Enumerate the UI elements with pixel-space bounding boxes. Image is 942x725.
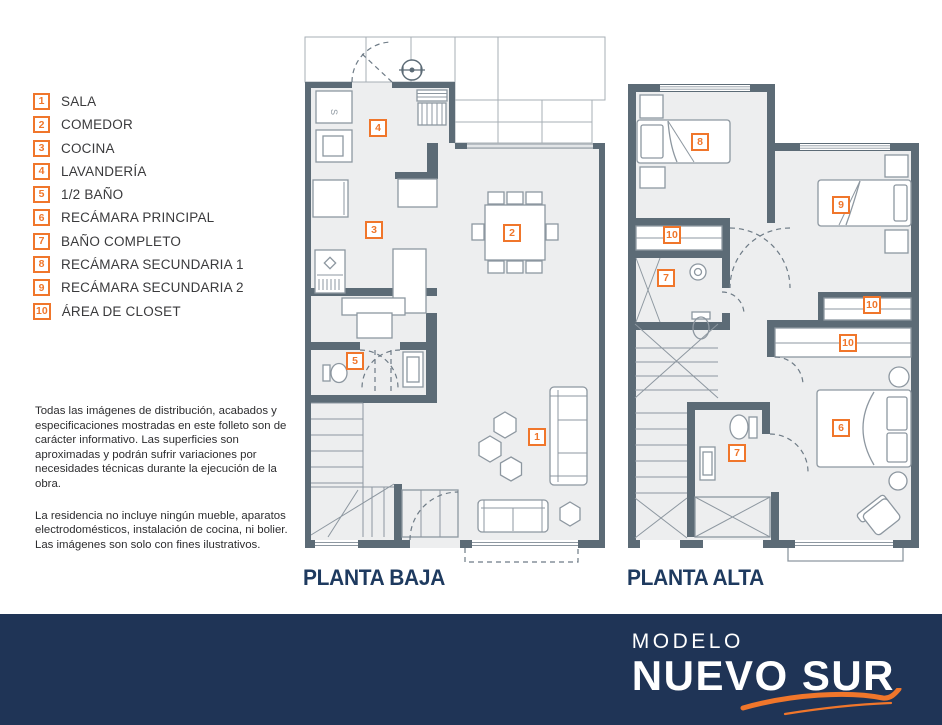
room-badge-bano-completo-1: 7: [657, 269, 675, 287]
planta-alta-drawing: [622, 78, 922, 578]
brand-nuevo-sur-label: NUEVO SUR: [631, 652, 895, 700]
disclaimer-paragraph-2: La residencia no incluye ningún mueble, aparatos electrodomésticos, instalación de cocina, ni bolier. Las imágenes son solo con fines ilustrativos.: [35, 509, 288, 551]
legend-number-badge: 7: [33, 233, 50, 250]
legend-item-label: BAÑO COMPLETO: [61, 233, 182, 249]
legend-item-label: ÁREA DE CLOSET: [61, 303, 181, 319]
room-badge-closet-1: 10: [663, 226, 681, 244]
disclaimer-paragraph-1: Todas las imágenes de distribución, acabados y especificaciones mostradas en este folleto son de carácter informativo. Las superficies son aproximadas y podrán sufrir variaciones por necesidades técnicas durante la ejecución de la obra.: [35, 405, 287, 490]
room-badge-medio-bano: 5: [346, 352, 364, 370]
legend-number-badge: 6: [33, 209, 50, 226]
legend-item-label: COMEDOR: [61, 117, 133, 133]
legend-item: [33, 209, 244, 226]
room-badge-cocina: 3: [365, 221, 383, 239]
swoosh-icon: [737, 688, 902, 718]
room-badge-closet-3: 10: [839, 334, 857, 352]
planta-alta-title: PLANTA ALTA: [627, 565, 764, 590]
room-badge-recamara-secundaria-1: 8: [691, 133, 709, 151]
legend-item-label: COCINA: [61, 140, 115, 156]
legend-number-badge: 8: [33, 256, 50, 273]
planta-baja-drawing: [300, 32, 610, 572]
legend-number-badge: 4: [33, 163, 50, 180]
room-badge-recamara-principal: 6: [832, 419, 850, 437]
room-legend: [33, 93, 244, 326]
legend-number-badge: 1: [33, 93, 50, 110]
legend-item: [33, 279, 244, 296]
legend-item: [33, 233, 244, 250]
legend-item-label: LAVANDERÍA: [61, 163, 147, 179]
legend-item-label: 1/2 BAÑO: [61, 187, 124, 203]
room-badge-sala: 1: [528, 428, 546, 446]
balcony-outline: [788, 548, 903, 561]
room-badge-closet-2: 10: [863, 296, 881, 314]
brand-modelo-label: MODELO: [631, 630, 744, 653]
legend-item-label: RECÁMARA PRINCIPAL: [61, 210, 215, 226]
svg-text:S: S: [329, 109, 339, 116]
legend-item: [33, 186, 244, 203]
legend-number-badge: 10: [33, 303, 51, 320]
legend-number-badge: 5: [33, 186, 50, 203]
legend-item: [33, 303, 244, 320]
legend-number-badge: 9: [33, 279, 50, 296]
legend-number-badge: 2: [33, 116, 50, 133]
legend-item: [33, 163, 244, 180]
legend-item: [33, 256, 244, 273]
legend-number-badge: 3: [33, 140, 50, 157]
legend-item: [33, 140, 244, 157]
entry-porch-outline: [465, 548, 578, 562]
footer-banner: [0, 614, 942, 725]
room-badge-lavanderia: 4: [369, 119, 387, 137]
legend-item-label: RECÁMARA SECUNDARIA 1: [61, 257, 244, 273]
planta-baja-title: PLANTA BAJA: [303, 565, 446, 590]
legend-item: [33, 116, 244, 133]
room-badge-recamara-secundaria-2: 9: [832, 196, 850, 214]
legend-item-label: SALA: [61, 94, 97, 109]
legend-item: [33, 93, 244, 110]
disclaimer-text: [35, 404, 291, 569]
legend-item-label: RECÁMARA SECUNDARIA 2: [61, 280, 244, 296]
room-badge-bano-completo-2: 7: [728, 444, 746, 462]
room-badge-comedor: 2: [503, 224, 521, 242]
